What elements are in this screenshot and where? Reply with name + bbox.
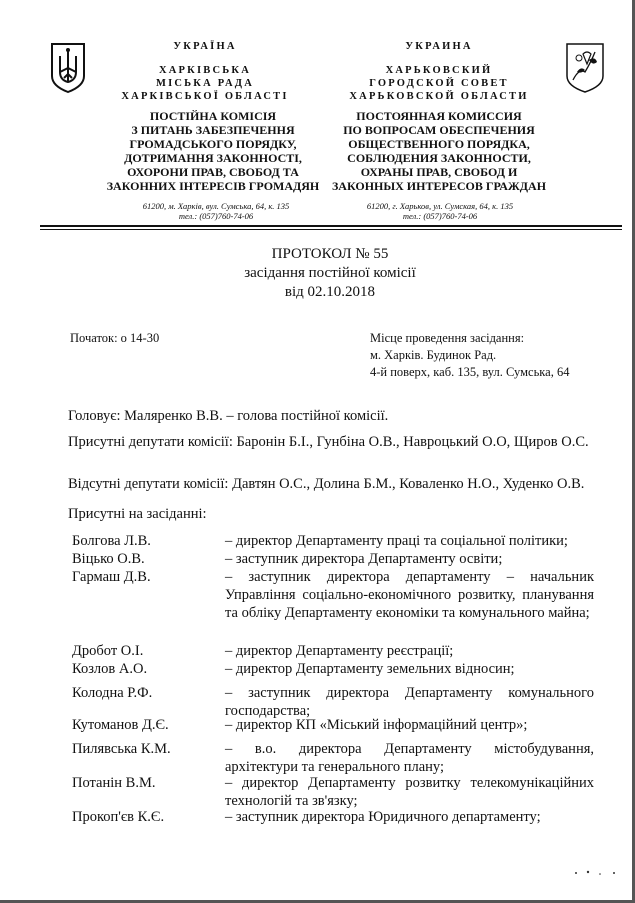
header-right-council-line2: ГОРОДСКОЙ СОВЕТ	[369, 78, 509, 89]
header-right-council-line1: ХАРЬКОВСКИЙ	[385, 65, 493, 76]
header-left	[100, 40, 310, 103]
kharkiv-city-emblem-icon	[565, 42, 605, 94]
attendees-heading: Присутні на засіданні:	[68, 506, 207, 522]
header-left-council-line1: ХАРКІВСЬКА	[158, 65, 251, 76]
attendee-name: Дробот О.І.	[72, 643, 144, 659]
scan-artifact-dots	[572, 864, 622, 872]
attendee-name: Болгова Л.В.	[72, 533, 151, 549]
attendee-name: Козлов А.О.	[72, 661, 148, 677]
attendee-position: – директор Департаменту праці та соціальної політики;	[225, 533, 568, 549]
header-right-council-line3: ХАРЬКОВСКОЙ ОБЛАСТИ	[349, 91, 529, 102]
header-left-commission-line6: ЗАКОННИХ ІНТЕРЕСІВ ГРОМАДЯН	[106, 179, 320, 193]
attendee-name: Віцько О.В.	[72, 551, 145, 567]
header-rule-thin	[40, 229, 622, 230]
attendee-position: – заступник директора Юридичного департаменту;	[225, 809, 541, 825]
present-deputies-paragraph: Присутні депутати комісії: Баронін Б.І., Гунбіна О.В., Навроцький О.О, Щиров О.С.	[68, 434, 589, 450]
header-right-commission	[326, 109, 552, 193]
header-right-commission-line3: ОБЩЕСТВЕННОГО ПОРЯДКА,	[348, 137, 530, 151]
meeting-start: Початок: о 14-30	[70, 331, 160, 345]
header-left-address: 61200, м. Харків, вул. Сумська, 64, к. 135	[142, 201, 290, 211]
attendee-position: – заступник директора департаменту – начальник Управління соціально-економічного розвитку, планування та обліку Департаменту економіки та комунального майна;	[225, 569, 594, 621]
meeting-place-line3: 4-й поверх, каб. 135, вул. Сумська, 64	[370, 365, 570, 379]
protocol-date: від 02.10.2018	[284, 284, 376, 300]
attendee-position: – заступник директора Департаменту комунального господарства;	[225, 685, 594, 719]
header-right-commission-line6: ЗАКОННЫХ ИНТЕРЕСОВ ГРАЖДАН	[331, 179, 547, 193]
header-left-commission-line3: ГРОМАДСЬКОГО ПОРЯДКУ,	[129, 137, 297, 151]
attendee-position: – заступник директора Департаменту освіти;	[225, 551, 503, 567]
header-left-commission-line4: ДОТРИМАННЯ ЗАКОННОСТІ,	[124, 151, 302, 165]
attendee-name: Колодна Р.Ф.	[72, 685, 153, 701]
trident-emblem-icon	[50, 42, 86, 94]
header-left-council-line3: ХАРКІВСЬКОЇ ОБЛАСТІ	[121, 91, 289, 102]
meeting-place	[370, 330, 610, 381]
header-rule-thick	[40, 225, 622, 227]
attendee-position: – директор Департаменту земельних відносин;	[225, 661, 515, 677]
header-left-commission-line2: З ПИТАНЬ ЗАБЕЗПЕЧЕННЯ	[131, 123, 295, 137]
header-right-phone: тел.: (057)760-74-06	[402, 211, 478, 221]
header-right-commission-line5: ОХРАНЫ ПРАВ, СВОБОД И	[360, 165, 518, 179]
attendee-position: – в.о. директора Департаменту містобудування, архітектури та генерального плану;	[225, 741, 594, 775]
meeting-place-line2: м. Харків. Будинок Рад.	[370, 348, 497, 362]
header-right	[330, 40, 548, 103]
header-right-commission-line1: ПОСТОЯННАЯ КОМИССИЯ	[356, 109, 522, 123]
header-left-commission	[100, 109, 326, 193]
protocol-title: ПРОТОКОЛ № 55	[271, 246, 389, 262]
header-left-address-block	[118, 201, 314, 221]
attendee-name: Потанін В.М.	[72, 775, 156, 791]
header-left-council-line2: МІСЬКА РАДА	[155, 78, 254, 89]
attendee-position: – директор КП «Міський інформаційний центр»;	[225, 717, 528, 733]
protocol-heading	[180, 245, 480, 302]
header-right-commission-line2: ПО ВОПРОСАМ ОБЕСПЕЧЕНИЯ	[343, 123, 535, 137]
attendee-name: Пилявська К.М.	[72, 741, 171, 757]
header-left-commission-line5: ОХОРОНИ ПРАВ, СВОБОД ТА	[127, 165, 299, 179]
protocol-subtitle: засідання постійної комісії	[244, 265, 416, 281]
header-left-commission-line1: ПОСТІЙНА КОМІСІЯ	[149, 109, 277, 123]
attendee-name: Прокоп'єв К.Є.	[72, 809, 165, 825]
header-right-address-block	[342, 201, 538, 221]
attendee-position: – директор Департаменту розвитку телекомунікаційних технологій та зв'язку;	[225, 775, 594, 809]
meeting-place-line1: Місце проведення засідання:	[370, 331, 525, 345]
absent-deputies-paragraph: Відсутні депутати комісії: Давтян О.С., Долина Б.М., Коваленко Н.О., Худенко О.В.	[68, 476, 585, 492]
attendee-position: – директор Департаменту реєстрації;	[225, 643, 454, 659]
header-right-address: 61200, г. Харьков, ул. Сумская, 64, к. 135	[366, 201, 514, 211]
header-left-phone: тел.: (057)760-74-06	[178, 211, 254, 221]
chair-paragraph: Головує: Маляренко В.В. – голова постійної комісії.	[68, 408, 389, 424]
header-right-commission-line4: СОБЛЮДЕНИЯ ЗАКОННОСТИ,	[347, 151, 531, 165]
header-left-country: УКРАЇНА	[173, 41, 237, 52]
attendee-name: Гармаш Д.В.	[72, 569, 151, 585]
attendee-name: Кутоманов Д.Є.	[72, 717, 169, 733]
header-right-country: УКРАИНА	[405, 41, 473, 52]
